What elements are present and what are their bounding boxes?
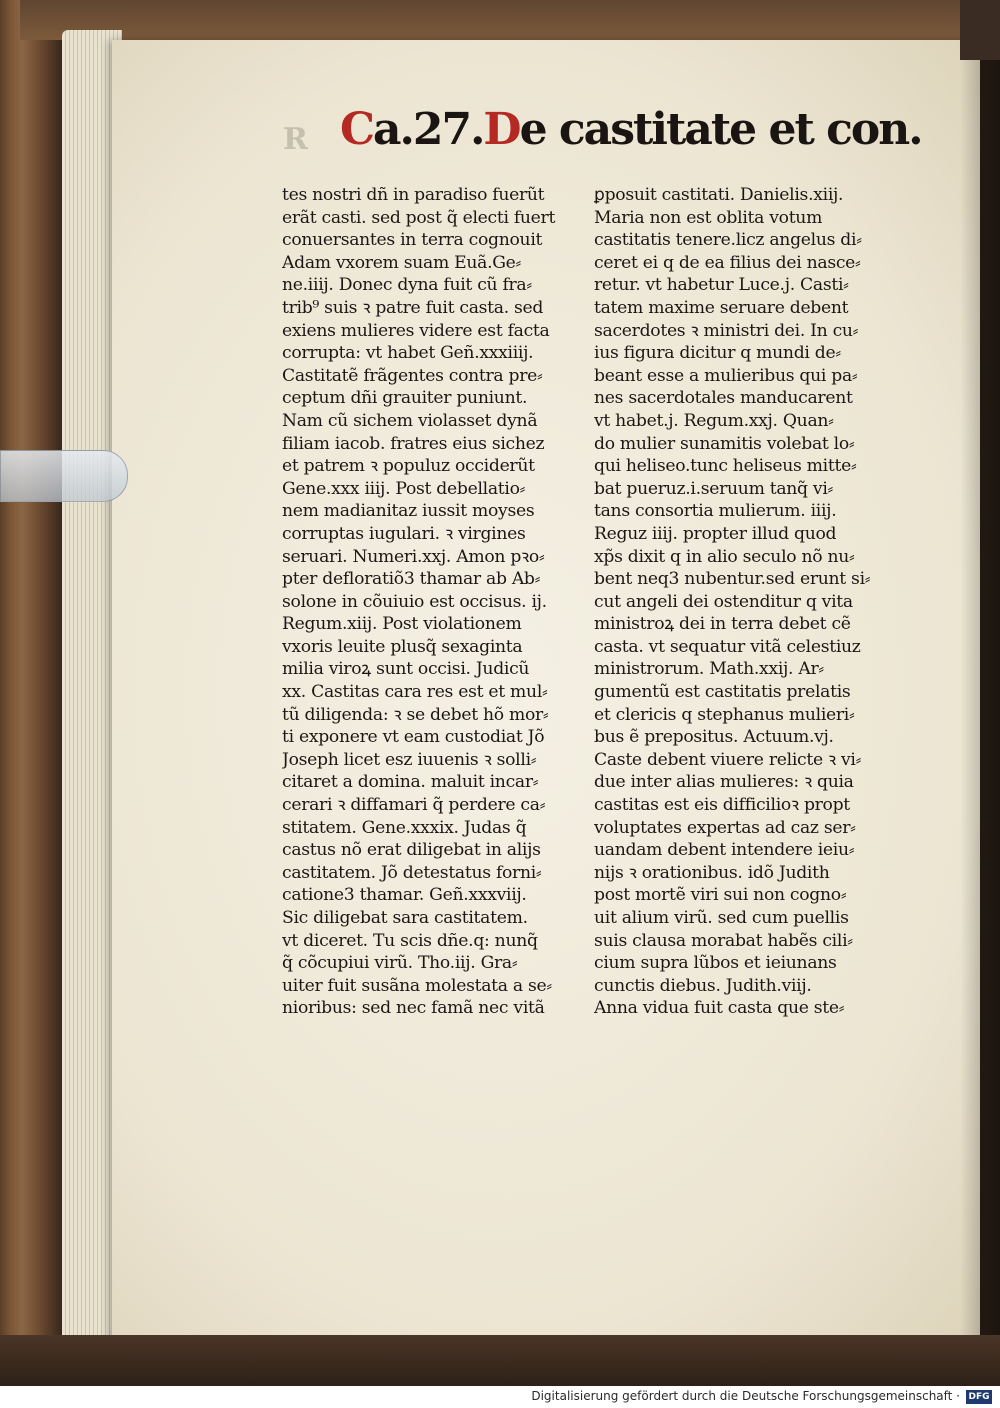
text-line: qui heliseo.tunc heliseus mitte⸗: [594, 456, 857, 477]
book-cover-top: [20, 0, 1000, 40]
text-line: et clericis q stephanus mulieri⸗: [594, 704, 855, 725]
text-line: corrupta: vt habet Geñ.xxxiiij.: [282, 343, 534, 364]
text-line: corruptas iugulari. ꝛ virgines: [282, 523, 526, 544]
text-column-right: [594, 184, 876, 1020]
text-line: tatem maxime seruare debent: [594, 297, 849, 318]
text-line: Sic diligebat sara castitatem.: [282, 908, 528, 928]
text-line: milia viroꝝ sunt occisi. Judicũ: [282, 659, 530, 680]
text-line: castus nõ erat diligebat in alijs: [282, 840, 541, 861]
text-line: cunctis diebus. Judith.viij.: [594, 975, 812, 996]
text-line: tes nostri dñ in paradiso fuerũt: [282, 185, 545, 205]
text-line: vt diceret. Tu scis dñe.q: nunq̃: [282, 930, 538, 951]
text-line: do mulier sunamitis volebat lo⸗: [594, 433, 855, 454]
text-line: conuersantes in terra cognouit: [282, 230, 543, 251]
text-line: Regum.xiij. Post violationem: [282, 614, 522, 635]
heading-title: e castitate et con.: [519, 104, 922, 155]
text-line: castitatis tenere.licz angelus di⸗: [594, 230, 862, 251]
text-line: stitatem. Gene.xxxix. Judas q̃: [282, 817, 527, 838]
text-line: retur. vt habetur Luce.j. Casti⸗: [594, 275, 849, 296]
text-line: uandam debent intendere ieiu⸗: [594, 840, 855, 861]
text-line: ministroꝝ dei in terra debet cẽ: [594, 614, 851, 635]
funding-credit: Digitalisierung gefördert durch die Deutsche Forschungsgemeinschaft ·: [531, 1389, 960, 1403]
text-line: ceptum dñi grauiter puniunt.: [282, 388, 528, 409]
heading-chapter-number: a.27.: [373, 104, 484, 155]
text-line: vt habet.j. Regum.xxj. Quan⸗: [594, 410, 834, 431]
text-line: xx. Castitas cara res est et mul⸗: [282, 682, 548, 703]
page-marker-tab: [0, 450, 128, 502]
text-line: Caste debent viuere relicte ꝛ vi⸗: [594, 749, 862, 770]
text-line: vxoris leuite plusq̃ sexaginta: [282, 636, 523, 657]
text-line: nijs ꝛ orationibus. idõ Judith: [594, 862, 830, 883]
text-line: q̃ cõcupiui virũ. Tho.iij. Gra⸗: [282, 953, 518, 974]
text-line: cerari ꝛ diffamari q̃ perdere ca⸗: [282, 795, 546, 816]
text-line: tans consortia mulierum. iiij.: [594, 501, 837, 522]
text-line: beant esse a mulieribus qui pa⸗: [594, 365, 858, 386]
text-line: xp̃s dixit q in alio seculo nõ nu⸗: [594, 546, 855, 567]
text-line: castitas est eis difficilioꝛ propt: [594, 795, 850, 816]
text-line: ne.iiij. Donec dyna fuit cũ fra⸗: [282, 275, 532, 296]
heading-initial-de: D: [483, 104, 520, 155]
text-line: nes sacerdotales manducarent: [594, 388, 853, 409]
text-line: voluptates expertas ad caz ser⸗: [594, 817, 856, 838]
text-line: catione3 thamar. Geñ.xxxviij.: [282, 885, 527, 906]
text-line: ministrorum. Math.xxij. Ar⸗: [594, 659, 824, 680]
text-line: ꝑposuit castitati. Danielis.xiij.: [594, 185, 844, 205]
text-line: castitatem. Jõ detestatus forni⸗: [282, 862, 542, 883]
footer-bar: [0, 1386, 1000, 1408]
text-line: filiam iacob. fratres eius sichez: [282, 433, 545, 454]
text-line: uiter fuit susãna molestata a se⸗: [282, 975, 552, 996]
text-line: due inter alias mulieres: ꝛ quia: [594, 772, 854, 793]
heading-initial-ca: C: [340, 104, 374, 155]
text-line: Castitatẽ frãgentes contra pre⸗: [282, 365, 543, 386]
text-line: suis clausa morabat habẽs cili⸗: [594, 930, 853, 951]
book-cover-corner: [960, 0, 1000, 60]
text-line: solone in cõuiuio est occisus. ij.: [282, 591, 547, 612]
text-line: Nam cũ sichem violasset dynã: [282, 410, 538, 431]
text-line: Anna vidua fuit casta que ste⸗: [594, 998, 845, 1019]
text-line: citaret a domina. maluit incar⸗: [282, 772, 539, 793]
text-line: erãt casti. sed post q̃ electi fuert: [282, 207, 556, 228]
text-line: sacerdotes ꝛ ministri dei. In cu⸗: [594, 320, 859, 341]
text-line: bus ẽ prepositus. Actuum.vj.: [594, 727, 834, 748]
text-line: ti exponere vt eam custodiat Jõ: [282, 727, 545, 748]
text-line: cium supra lũbos et ieiunans: [594, 953, 837, 974]
text-line: et patrem ꝛ populuz occiderũt: [282, 456, 535, 477]
text-line: casta. vt sequatur vitã celestiuz: [594, 636, 861, 657]
text-line: Gene.xxx iiij. Post debellatio⸗: [282, 478, 526, 499]
text-line: Reguz iiij. propter illud quod: [594, 523, 837, 544]
text-line: ius figura dicitur q mundi de⸗: [594, 343, 841, 364]
text-line: bat pueruz.i.seruum tanq̃ vi⸗: [594, 478, 833, 499]
text-line: ceret ei q de ea filius dei nasce⸗: [594, 252, 861, 273]
dfg-logo: DFG: [966, 1390, 992, 1404]
text-line: post mortẽ viri sui non cogno⸗: [594, 885, 847, 906]
text-line: Joseph licet esz iuuenis ꝛ solli⸗: [282, 749, 537, 770]
text-line: Maria non est oblita votum: [594, 207, 823, 228]
book-gutter: [960, 40, 1000, 1345]
text-line: pter defloratiõ3 thamar ab Ab⸗: [282, 569, 541, 590]
text-line: cut angeli dei ostenditur q vita: [594, 591, 853, 612]
chapter-heading: [340, 104, 922, 166]
text-line: exiens mulieres videre est facta: [282, 320, 550, 341]
text-line: trib⁹ suis ꝛ patre fuit casta. sed: [282, 297, 544, 318]
text-line: nem madianitaz iussit moyses: [282, 501, 535, 522]
text-line: seruari. Numeri.xxj. Amon pꝛo⸗: [282, 546, 545, 567]
text-line: uit alium virũ. sed cum puellis: [594, 908, 849, 928]
text-line: bent neq3 nubentur.sed erunt si⸗: [594, 569, 871, 590]
text-line: Adam vxorem suam Euã.Ge⸗: [282, 252, 521, 273]
text-line: gumentũ est castitatis prelatis: [594, 682, 851, 703]
book-cover-bottom: [0, 1335, 1000, 1386]
text-line: tũ diligenda: ꝛ se debet hõ mor⸗: [282, 704, 549, 725]
text-line: nioribus: sed nec famã nec vitã: [282, 998, 545, 1019]
text-column-left: [282, 184, 564, 1020]
show-through-text: R: [283, 122, 308, 157]
